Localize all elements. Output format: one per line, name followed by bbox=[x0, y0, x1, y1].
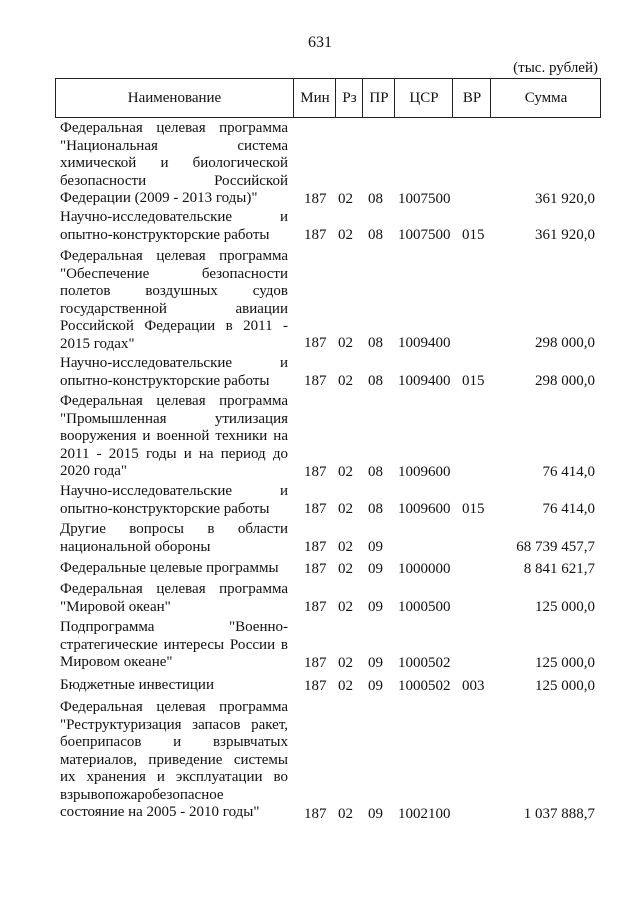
row-rz: 02 bbox=[338, 190, 353, 207]
row-name: Подпрограмма "Военно-стратегические интересы России в Мировом океане" bbox=[60, 619, 288, 670]
row-sum: 76 414,0 bbox=[542, 500, 595, 517]
header-vr: ВР bbox=[452, 79, 491, 117]
table-row bbox=[0, 355, 640, 390]
row-pr: 09 bbox=[368, 560, 383, 577]
row-pr: 08 bbox=[368, 190, 383, 207]
row-pr: 09 bbox=[368, 654, 383, 671]
row-min: 187 bbox=[304, 190, 327, 207]
row-csr: 1007500 bbox=[398, 226, 451, 243]
row-sum: 298 000,0 bbox=[535, 372, 595, 389]
row-rz: 02 bbox=[338, 226, 353, 243]
row-min: 187 bbox=[304, 654, 327, 671]
row-sum: 125 000,0 bbox=[535, 598, 595, 615]
row-name: Федеральные целевые программы bbox=[60, 560, 279, 576]
row-name: Научно-исследовательские и опытно-конструкторские работы bbox=[60, 483, 288, 517]
header-name: Наименование bbox=[127, 90, 222, 106]
header-pr: ПР bbox=[362, 79, 395, 117]
row-name: Федеральная целевая программа "Реструктуризация запасов ракет, боеприпасов и взрывчатых материалов, приведение системы их хранения и эксплуатации во взрывопожаробезопасное состояние на 2005 - 2010 годы" bbox=[60, 699, 288, 820]
row-pr: 08 bbox=[368, 500, 383, 517]
row-pr: 09 bbox=[368, 538, 383, 555]
row-min: 187 bbox=[304, 334, 327, 351]
header-min: Мин bbox=[293, 79, 336, 117]
row-min: 187 bbox=[304, 560, 327, 577]
row-name: Федеральная целевая программа "Мировой океан" bbox=[60, 581, 288, 615]
table-row bbox=[0, 521, 640, 556]
row-csr: 1000502 bbox=[398, 654, 451, 671]
row-vr: 015 bbox=[462, 500, 485, 517]
table-header bbox=[55, 78, 601, 118]
header-csr: ЦСР bbox=[394, 79, 453, 117]
page-number: 631 bbox=[308, 34, 332, 51]
row-sum: 298 000,0 bbox=[535, 334, 595, 351]
row-csr: 1009600 bbox=[398, 463, 451, 480]
header-sum: Сумма bbox=[490, 79, 601, 117]
row-name: Другие вопросы в области национальной обороны bbox=[60, 521, 288, 555]
row-csr: 1000000 bbox=[398, 560, 451, 577]
row-pr: 09 bbox=[368, 677, 383, 694]
row-min: 187 bbox=[304, 372, 327, 389]
row-csr: 1000500 bbox=[398, 598, 451, 615]
row-min: 187 bbox=[304, 805, 327, 822]
row-rz: 02 bbox=[338, 805, 353, 822]
row-name: Научно-исследовательские и опытно-конструкторские работы bbox=[60, 209, 288, 243]
row-name: Федеральная целевая программа "Обеспечение безопасности полетов воздушных судов государственной авиации Российской Федерации в 2011 - 2015 годах" bbox=[60, 248, 288, 352]
row-sum: 8 841 621,7 bbox=[523, 560, 595, 577]
row-sum: 361 920,0 bbox=[535, 190, 595, 207]
row-sum: 361 920,0 bbox=[535, 226, 595, 243]
row-rz: 02 bbox=[338, 677, 353, 694]
row-csr: 1009600 bbox=[398, 500, 451, 517]
table-row bbox=[0, 619, 640, 672]
row-pr: 08 bbox=[368, 226, 383, 243]
header-rz: Рз bbox=[335, 79, 363, 117]
row-min: 187 bbox=[304, 226, 327, 243]
row-csr: 1007500 bbox=[398, 190, 451, 207]
row-name: Бюджетные инвестиции bbox=[60, 677, 214, 693]
row-rz: 02 bbox=[338, 560, 353, 577]
row-vr: 015 bbox=[462, 226, 485, 243]
row-name: Научно-исследовательские и опытно-конструкторские работы bbox=[60, 355, 288, 389]
row-name: Федеральная целевая программа "Промышленная утилизация вооружения и военной техники на 2011 - 2015 годы и на период до 2020 года" bbox=[60, 393, 288, 479]
row-min: 187 bbox=[304, 500, 327, 517]
row-rz: 02 bbox=[338, 538, 353, 555]
row-rz: 02 bbox=[338, 463, 353, 480]
table-row bbox=[0, 677, 640, 695]
row-vr: 003 bbox=[462, 677, 485, 694]
row-csr: 1002100 bbox=[398, 805, 451, 822]
table-row bbox=[0, 581, 640, 616]
row-rz: 02 bbox=[338, 500, 353, 517]
row-rz: 02 bbox=[338, 598, 353, 615]
row-csr: 1009400 bbox=[398, 334, 451, 351]
row-sum: 125 000,0 bbox=[535, 677, 595, 694]
row-pr: 08 bbox=[368, 372, 383, 389]
row-pr: 08 bbox=[368, 463, 383, 480]
row-csr: 1009400 bbox=[398, 372, 451, 389]
row-csr: 1000502 bbox=[398, 677, 451, 694]
row-sum: 68 739 457,7 bbox=[516, 538, 595, 555]
table-row bbox=[0, 483, 640, 518]
row-name: Федеральная целевая программа "Национальная система химической и биологической безопасности Российской Федерации (2009 - 2013 годы)" bbox=[60, 120, 288, 206]
table-row bbox=[0, 120, 640, 208]
row-min: 187 bbox=[304, 538, 327, 555]
row-vr: 015 bbox=[462, 372, 485, 389]
row-pr: 09 bbox=[368, 805, 383, 822]
row-rz: 02 bbox=[338, 654, 353, 671]
row-pr: 08 bbox=[368, 334, 383, 351]
row-min: 187 bbox=[304, 598, 327, 615]
row-sum: 76 414,0 bbox=[542, 463, 595, 480]
table-row bbox=[0, 699, 640, 823]
row-pr: 09 bbox=[368, 598, 383, 615]
row-sum: 125 000,0 bbox=[535, 654, 595, 671]
units-label: (тыс. рублей) bbox=[513, 60, 598, 76]
table-row bbox=[0, 209, 640, 244]
row-rz: 02 bbox=[338, 372, 353, 389]
row-rz: 02 bbox=[338, 334, 353, 351]
row-min: 187 bbox=[304, 677, 327, 694]
table-row bbox=[0, 560, 640, 578]
table-row bbox=[0, 248, 640, 352]
table-row bbox=[0, 393, 640, 481]
row-min: 187 bbox=[304, 463, 327, 480]
row-sum: 1 037 888,7 bbox=[523, 805, 595, 822]
